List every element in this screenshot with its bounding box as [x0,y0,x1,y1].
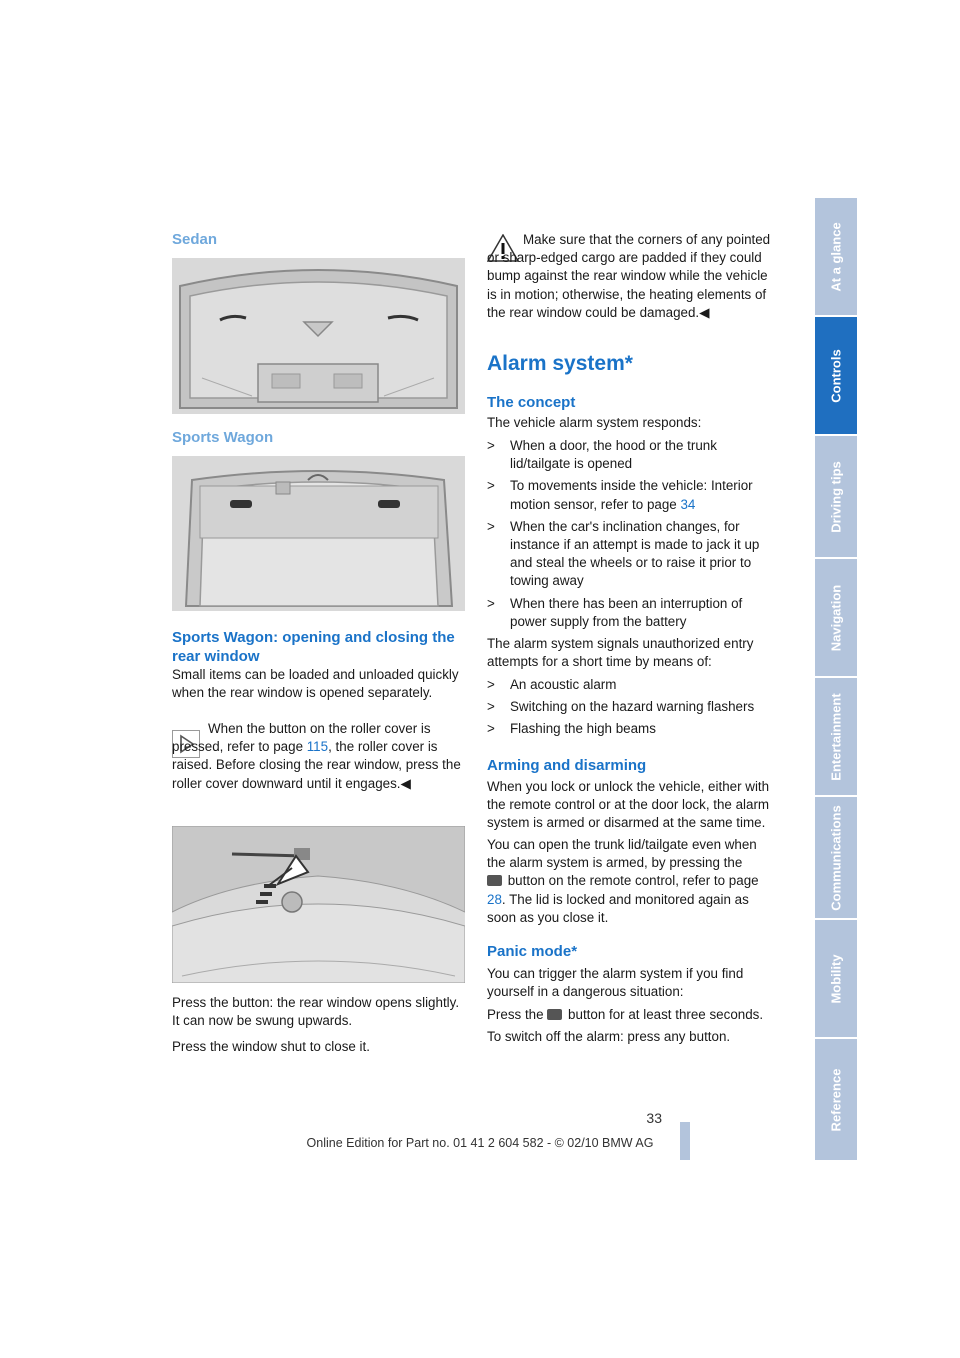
wagon-tailgate-image [172,456,465,611]
sedan-heading: Sedan [172,231,218,248]
panic-text-2: Press the button for at least three seconds. [487,1007,764,1022]
panic-mode-heading: Panic mode* [487,943,578,960]
page-link-28[interactable]: 28 [487,891,502,907]
arming-text-2: You can open the trunk lid/tailgate even when the alarm system is armed, by pressing the button on the remote control, refer to page 28. The lid is locked and monitored again as soon as you close it. [487,837,759,925]
wagon-rear-window-button-image [172,826,465,983]
list-item: > When the car's inclination changes, for instance if an attempt is made to jack it up and steal the wheels or to raise it prior to towing away [487,518,760,589]
list-item: > When there has been an interruption of power supply from the battery [487,595,743,629]
note-text-a: When the button on the roller cover is pressed, refer to page [172,721,431,755]
tab-communications[interactable]: Communications [815,797,857,918]
concept-heading: The concept [487,394,576,411]
tab-mobility[interactable]: Mobility [815,920,857,1037]
page-link-115[interactable]: 115 [306,739,329,755]
panic-text-1: You can trigger the alarm system if you find yourself in a dangerous situation: [487,966,744,1000]
sedan-trunk-image [172,258,465,414]
concept-intro: The vehicle alarm system responds: [487,415,702,430]
tab-at-a-glance[interactable]: At a glance [815,198,857,315]
rear-window-intro: Small items can be loaded and unloaded quickly when the rear window is opened separately. [172,667,459,701]
roller-cover-note [172,720,465,793]
tab-entertainment[interactable]: Entertainment [815,678,857,795]
warning-end-mark: ◀ [699,304,710,320]
footer-edition: Online Edition for Part no. 01 41 2 604 582 - © 02/10 BMW AG [306,1136,654,1150]
signals-list [487,676,779,739]
warning-body: Make sure that the corners of any pointed or sharp-edged cargo are padded if they could bump against the rear window while the vehicle is in motion; otherwise, the heating elements of the rear window could be damaged. [487,232,771,320]
press-shut-text: Press the window shut to close it. [172,1039,370,1054]
tab-navigation[interactable]: Navigation [815,559,857,676]
panic-text-3: To switch off the alarm: press any button. [487,1029,731,1044]
list-item: > When a door, the hood or the trunk lid/tailgate is opened [487,438,717,472]
list-item: > An acoustic alarm [487,677,617,692]
wagon-heading: Sports Wagon [172,429,274,446]
list-item: > To movements inside the vehicle: Interior motion sensor, refer to page 34 [487,478,753,512]
list-item: > Flashing the high beams [487,721,656,737]
responds-list [487,437,779,631]
alarm-system-heading: Alarm system* [487,352,633,375]
trunk-key-icon [487,875,502,886]
press-button-text: Press the button: the rear window opens slightly. It can now be swung upwards. [172,995,460,1029]
arming-text-1: When you lock or unlock the vehicle, either with the remote control or at the door lock, the alarm system is armed or disarmed at the same time. [487,779,770,831]
note-text-b: , the roller cover is raised. Before closing the rear window, press the roller cover downward until it engages. [172,739,461,791]
list-item: > Switching on the hazard warning flashers [487,699,755,715]
panic-key-icon [547,1009,562,1020]
page-link-34[interactable]: 34 [680,496,696,512]
rear-window-heading: Sports Wagon: opening and closing the rear window [172,629,455,665]
end-mark: ◀ [400,775,411,791]
tab-reference[interactable]: Reference [815,1039,857,1160]
tab-controls[interactable]: Controls [815,317,857,434]
tab-driving-tips[interactable]: Driving tips [815,436,857,557]
arming-heading: Arming and disarming [487,757,647,774]
page-number: 33 [646,1110,662,1126]
warning-text [487,231,779,322]
signals-intro: The alarm system signals unauthorized entry attempts for a short time by means of: [487,636,754,670]
